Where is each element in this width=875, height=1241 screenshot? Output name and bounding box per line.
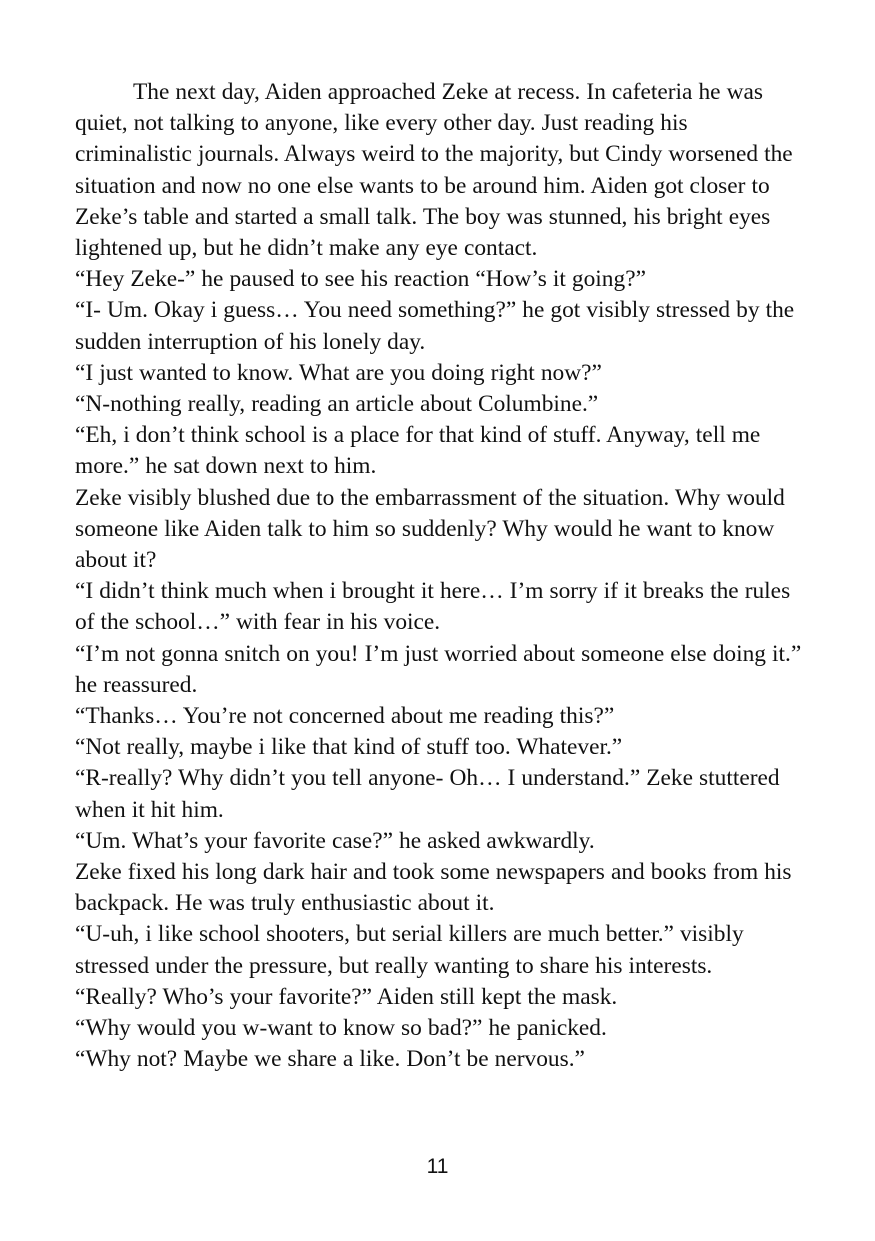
paragraph-3: “I- Um. Okay i guess… You need something?” he got visibly stressed by the sudden interruption of his lonely day. bbox=[75, 297, 795, 355]
paragraph-11: “Not really, maybe i like that kind of stuff too. Whatever.” bbox=[75, 734, 623, 761]
page-number: 11 bbox=[426, 1155, 449, 1178]
paragraph-18: “Why not? Maybe we share a like. Don’t be nervous.” bbox=[75, 1046, 585, 1073]
paragraph-16: “Really? Who’s your favorite?” Aiden still kept the mask. bbox=[75, 983, 618, 1010]
paragraph-8: “I didn’t think much when i brought it here… I’m sorry if it breaks the rules of the school…” with fear in his voice. bbox=[75, 578, 791, 636]
paragraph-13: “Um. What’s your favorite case?” he asked awkwardly. bbox=[75, 827, 595, 854]
paragraph-10: “Thanks… You’re not concerned about me reading this?” bbox=[75, 703, 615, 730]
paragraph-4: “I just wanted to know. What are you doing right now?” bbox=[75, 359, 602, 386]
paragraph-6: “Eh, i don’t think school is a place for that kind of stuff. Anyway, tell me more.” he sat down next to him. bbox=[75, 422, 761, 480]
paragraph-15: “U-uh, i like school shooters, but serial killers are much better.” visibly stressed under the pressure, but really wanting to share his interests. bbox=[75, 921, 744, 979]
paragraph-7: Zeke visibly blushed due to the embarrassment of the situation. Why would someone like Aiden talk to him so suddenly? Why would he want to know about it? bbox=[75, 484, 785, 574]
paragraph-12: “R-really? Why didn’t you tell anyone- Oh… I understand.” Zeke stuttered when it hit him. bbox=[75, 765, 780, 823]
paragraph-14: Zeke fixed his long dark hair and took some newspapers and books from his backpack. He was truly enthusiastic about it. bbox=[75, 859, 792, 917]
paragraph-1: The next day, Aiden approached Zeke at recess. In cafeteria he was quiet, not talking to anyone, like every other day. Just reading his criminalistic journals. Always weird to the majority, but Cindy worsened the situation and now no one else wants to be around him. Aiden got closer to Zeke’s table and started a small talk. The boy was stunned, his bright eyes lightened up, but he didn’t make any eye contact. bbox=[75, 79, 793, 262]
body-text bbox=[75, 77, 803, 1076]
paragraph-5: “N-nothing really, reading an article about Columbine.” bbox=[75, 391, 599, 418]
paragraph-17: “Why would you w-want to know so bad?” he panicked. bbox=[75, 1015, 607, 1042]
paragraph-2: “Hey Zeke-” he paused to see his reaction “How’s it going?” bbox=[75, 266, 646, 293]
paragraph-9: “I’m not gonna snitch on you! I’m just worried about someone else doing it.” he reassured. bbox=[75, 640, 802, 698]
